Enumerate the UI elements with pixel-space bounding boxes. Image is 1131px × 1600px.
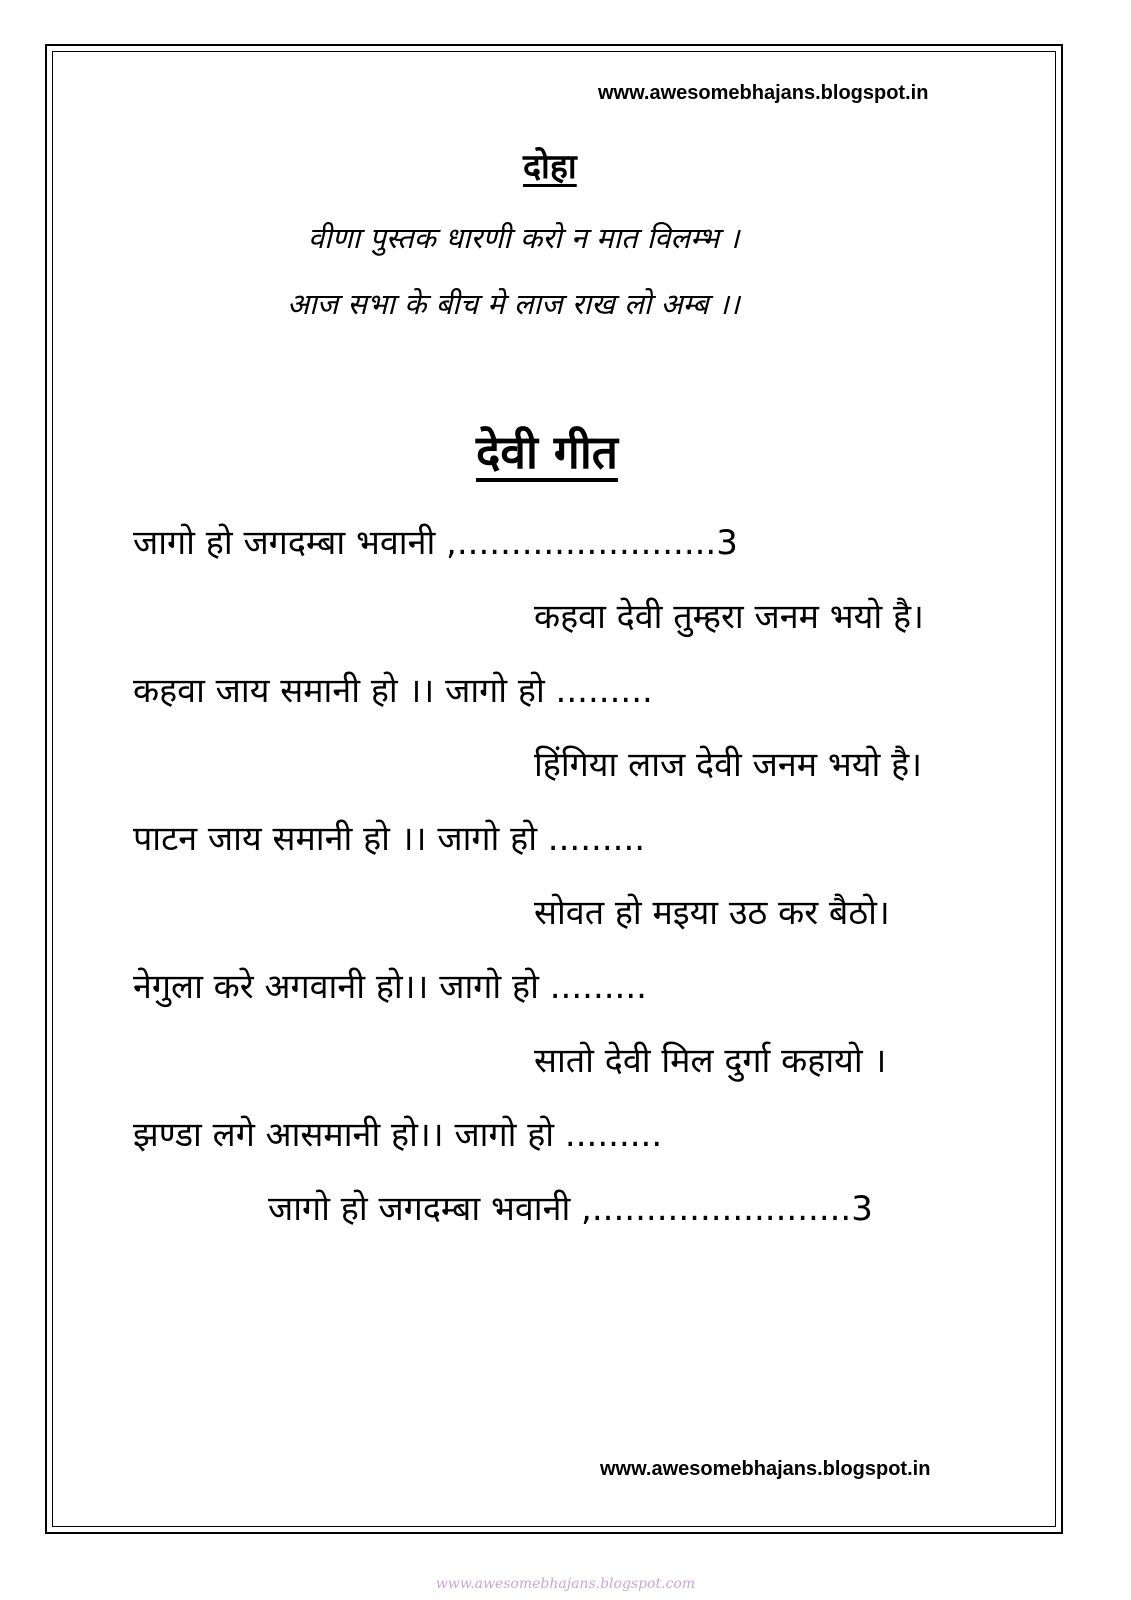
header-url: www.awesomebhajans.blogspot.in bbox=[598, 82, 929, 104]
doha-heading: दोहा bbox=[523, 147, 577, 187]
verse-line: कहवा जाय समानी हो ।। जागो हो ......... bbox=[133, 671, 653, 711]
doha-line: आज सभा के बीच मे लाज राख लो अम्ब ।। bbox=[287, 287, 740, 321]
verse-line: सातो देवी मिल दुर्गा कहायो । bbox=[534, 1041, 887, 1081]
watermark: www.awesomebhajans.blogspot.com bbox=[435, 1576, 696, 1592]
song-title: देवी गीत bbox=[476, 425, 618, 479]
footer-url: www.awesomebhajans.blogspot.in bbox=[600, 1458, 931, 1480]
verse-line: सोवत हो मइया उठ कर बैठो। bbox=[534, 893, 890, 933]
doha-line: वीणा पुस्तक धारणी करो न मात विलम्भ । bbox=[308, 221, 740, 255]
verse-line: हिंगिया लाज देवी जनम भयो है। bbox=[534, 745, 923, 785]
page-border-inner bbox=[52, 51, 1056, 1527]
verse-line: कहवा देवी तुम्हरा जनम भयो है। bbox=[534, 597, 924, 637]
verse-line: नेगुला करे अगवानी हो।। जागो हो ......... bbox=[133, 967, 647, 1007]
verse-line: जागो हो जगदम्बा भवानी ,........................3 bbox=[268, 1189, 873, 1229]
verse-line: जागो हो जगदम्बा भवानी ,........................3 bbox=[133, 523, 738, 563]
verse-line: झण्डा लगे आसमानी हो।। जागो हो ......... bbox=[133, 1115, 663, 1155]
verse-line: पाटन जाय समानी हो ।। जागो हो ......... bbox=[133, 819, 646, 859]
